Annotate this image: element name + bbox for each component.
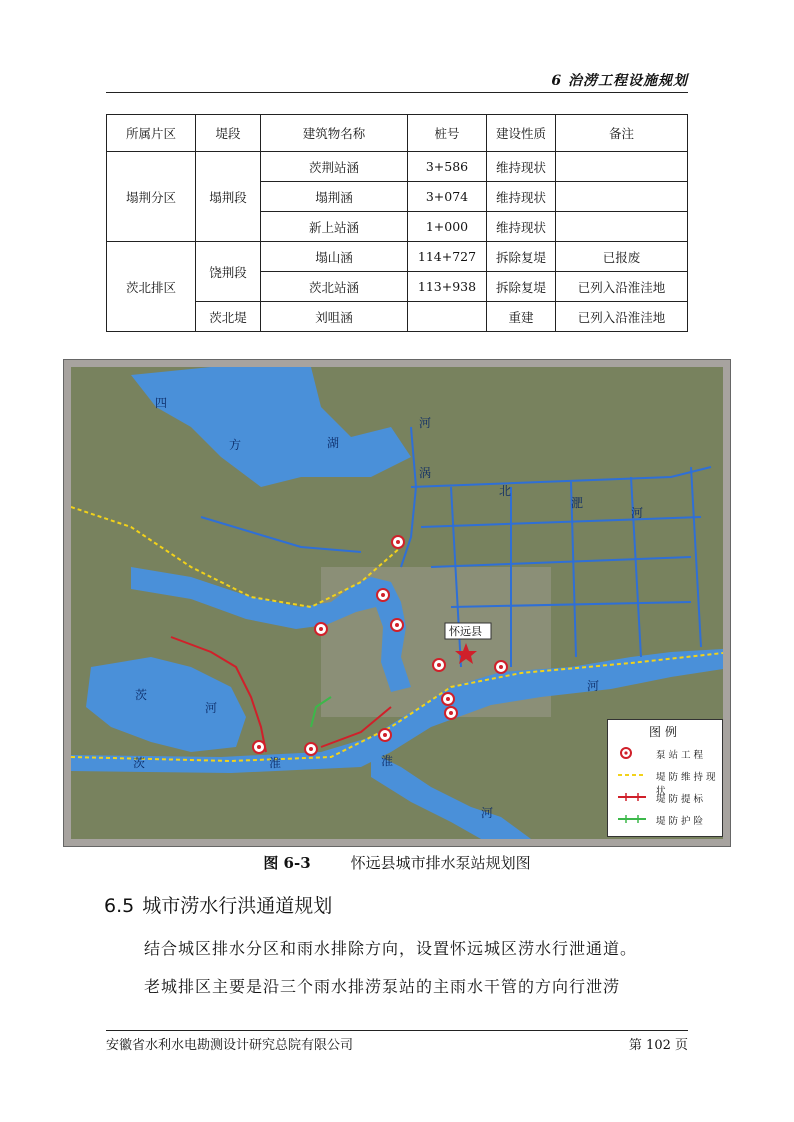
nature-cell: 维持现状 — [487, 152, 556, 182]
running-header — [106, 66, 688, 90]
col-header: 备注 — [556, 115, 688, 152]
note-cell: 已列入沿淮洼地 — [556, 302, 688, 332]
stake-cell: 3+074 — [408, 182, 487, 212]
stake-cell: 114+727 — [408, 242, 487, 272]
col-header: 堤段 — [196, 115, 261, 152]
figure-title: 怀远县城市排水泵站规划图 — [350, 854, 531, 872]
table-row — [107, 152, 688, 182]
legend-label: 堤防维持现状 — [656, 772, 719, 797]
drainage-map — [64, 360, 730, 846]
name-cell: 塌山涵 — [261, 242, 408, 272]
page-number: 第 102 页 — [628, 1038, 688, 1053]
col-header: 所属片区 — [107, 115, 196, 152]
map-legend — [607, 719, 723, 837]
pump-station-icon — [391, 619, 403, 631]
name-cell: 茨荆站涵 — [261, 152, 408, 182]
water-label: 湖 — [327, 436, 340, 450]
legend-label: 泵站工程 — [656, 750, 707, 761]
footer-org: 安徽省水利水电勘测设计研究总院有限公司 — [106, 1038, 354, 1053]
table-header-row — [107, 115, 688, 152]
figure-caption — [0, 852, 794, 873]
legend-item-pump — [608, 744, 722, 764]
pump-station-icon — [377, 589, 389, 601]
water-label: 淮 — [381, 754, 394, 768]
water-label: 方 — [229, 438, 242, 452]
section-heading — [104, 891, 332, 918]
stake-cell — [408, 302, 487, 332]
legend-item-maintain — [608, 766, 722, 797]
note-cell — [556, 182, 688, 212]
table-row — [107, 242, 688, 272]
note-cell: 已报废 — [556, 242, 688, 272]
name-cell: 新上站涵 — [261, 212, 408, 242]
water-label: 涡 — [419, 466, 432, 480]
pump-station-icon — [253, 741, 265, 753]
pump-station-icon — [392, 536, 404, 548]
note-cell — [556, 212, 688, 242]
pump-station-icon — [305, 743, 317, 755]
nature-cell: 拆除复堤 — [487, 272, 556, 302]
legend-label: 堤防护险 — [656, 816, 707, 827]
note-cell: 已列入沿淮洼地 — [556, 272, 688, 302]
pump-station-icon — [618, 746, 646, 760]
water-label: 淝 — [571, 496, 584, 510]
pump-station-icon — [315, 623, 327, 635]
col-header: 桩号 — [408, 115, 487, 152]
nature-cell: 重建 — [487, 302, 556, 332]
section-number: 6.5 — [104, 895, 135, 917]
body-paragraph: 结合城区排水分区和雨水排除方向，设置怀远城区涝水行泄通道。 — [144, 939, 638, 958]
col-header: 建筑物名称 — [261, 115, 408, 152]
pump-station-icon — [433, 659, 445, 671]
area-cell: 塌荆分区 — [107, 152, 196, 242]
water-label: 河 — [587, 679, 600, 693]
water-label: 茨 — [135, 688, 148, 702]
nature-cell: 维持现状 — [487, 182, 556, 212]
water-label: 河 — [631, 506, 644, 520]
pump-station-icon — [379, 729, 391, 741]
legend-title: 图例 — [648, 725, 681, 739]
structures-table — [106, 114, 688, 332]
pump-station-icon — [442, 693, 454, 705]
water-label: 河 — [481, 806, 494, 820]
stake-cell: 3+586 — [408, 152, 487, 182]
segment-cell: 饶荆段 — [196, 242, 261, 302]
pump-station-icon — [445, 707, 457, 719]
body-paragraph: 老城排区主要是沿三个雨水排涝泵站的主雨水干管的方向行泄涝 — [144, 977, 621, 996]
water-label: 淮 — [269, 756, 282, 770]
town-label: 怀远县 — [449, 625, 482, 638]
name-cell: 茨北站涵 — [261, 272, 408, 302]
legend-label: 堤防提标 — [656, 794, 707, 805]
col-header: 建设性质 — [487, 115, 556, 152]
water-label: 茨 — [133, 756, 146, 770]
footer-rule — [106, 1030, 688, 1031]
nature-cell: 拆除复堤 — [487, 242, 556, 272]
water-label: 河 — [205, 701, 218, 715]
name-cell: 刘咀涵 — [261, 302, 408, 332]
header-rule — [106, 92, 688, 93]
water-label: 河 — [419, 416, 432, 430]
area-cell: 茨北排区 — [107, 242, 196, 332]
stake-cell: 113+938 — [408, 272, 487, 302]
chapter-title: 6 治涝工程设施规划 — [551, 73, 688, 89]
figure-number: 图 6-3 — [263, 854, 311, 872]
green-line-icon — [618, 812, 646, 826]
note-cell — [556, 152, 688, 182]
red-line-icon — [618, 790, 646, 804]
legend-item-raise — [608, 788, 722, 808]
pump-station-icon — [495, 661, 507, 673]
legend-item-protect — [608, 810, 722, 830]
water-label: 四 — [155, 396, 168, 410]
water-label: 北 — [499, 484, 512, 498]
section-title: 城市涝水行洪通道规划 — [142, 895, 333, 917]
segment-cell: 塌荆段 — [196, 152, 261, 242]
segment-cell: 茨北堤 — [196, 302, 261, 332]
name-cell: 塌荆涵 — [261, 182, 408, 212]
nature-cell: 维持现状 — [487, 212, 556, 242]
yellow-dashed-line-icon — [618, 768, 646, 782]
stake-cell: 1+000 — [408, 212, 487, 242]
